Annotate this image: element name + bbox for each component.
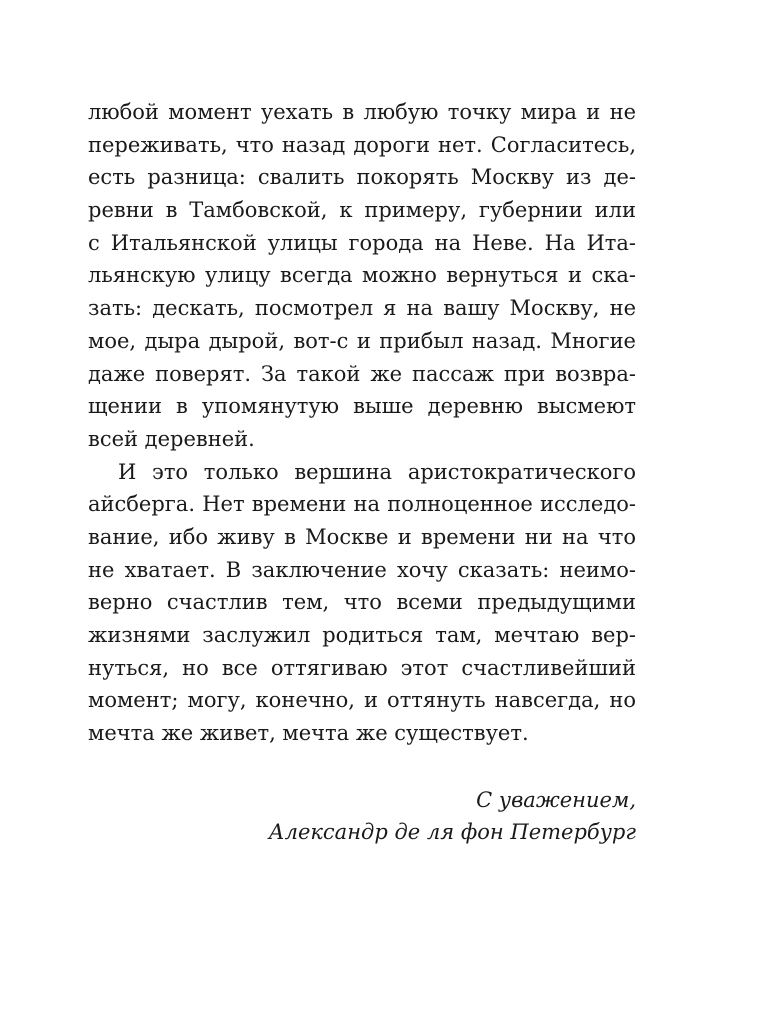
text-line: любой момент уехать в любую точку мира и не bbox=[88, 100, 636, 124]
text-line: айсберга. Нет времени на полноценное исследо- bbox=[88, 492, 636, 517]
signature-greeting: С уважением, bbox=[476, 788, 636, 812]
text-line: не хватает. В заключение хочу сказать: неимо- bbox=[88, 557, 636, 582]
text-line: щении в упомянутую выше деревню высмеют bbox=[88, 394, 636, 419]
signature bbox=[269, 784, 636, 848]
text-line: с Итальянской улицы города на Неве. На Ита- bbox=[88, 230, 636, 255]
text-line: всей деревней. bbox=[88, 426, 255, 451]
text-line: есть разница: свалить покорять Москву из де- bbox=[88, 165, 636, 190]
body-text bbox=[88, 96, 636, 750]
text-line: льянскую улицу всегда можно вернуться и ска- bbox=[88, 263, 636, 288]
text-line: переживать, что назад дороги нет. Согласитесь, bbox=[88, 132, 636, 157]
text-line: зать: дескать, посмотрел я на вашу Москву, не bbox=[88, 296, 636, 321]
text-line: жизнями заслужил родиться там, мечтаю вер- bbox=[88, 623, 636, 647]
paragraph-1 bbox=[88, 96, 636, 456]
text-line: нуться, но все оттягиваю этот счастливейший bbox=[88, 655, 636, 680]
text-line: мое, дыра дырой, вот-с и прибыл назад. Многие bbox=[88, 328, 636, 353]
text-line: верно счастлив тем, что всеми предыдущими bbox=[88, 590, 636, 615]
text-line: момент; могу, конечно, и оттянуть навсегда, но bbox=[88, 688, 636, 713]
signature-name: Александр де ля фон Петербург bbox=[268, 820, 636, 844]
paragraph-2 bbox=[88, 456, 636, 750]
text-line: ревни в Тамбовской, к примеру, губернии или bbox=[88, 198, 636, 223]
text-line: даже поверят. За такой же пассаж при возвра- bbox=[88, 361, 636, 386]
text-line: И это только вершина аристократического bbox=[118, 459, 636, 484]
text-line: мечта же живет, мечта же существует. bbox=[88, 721, 529, 746]
text-line: вание, ибо живу в Москве и времени ни на что bbox=[88, 524, 636, 549]
